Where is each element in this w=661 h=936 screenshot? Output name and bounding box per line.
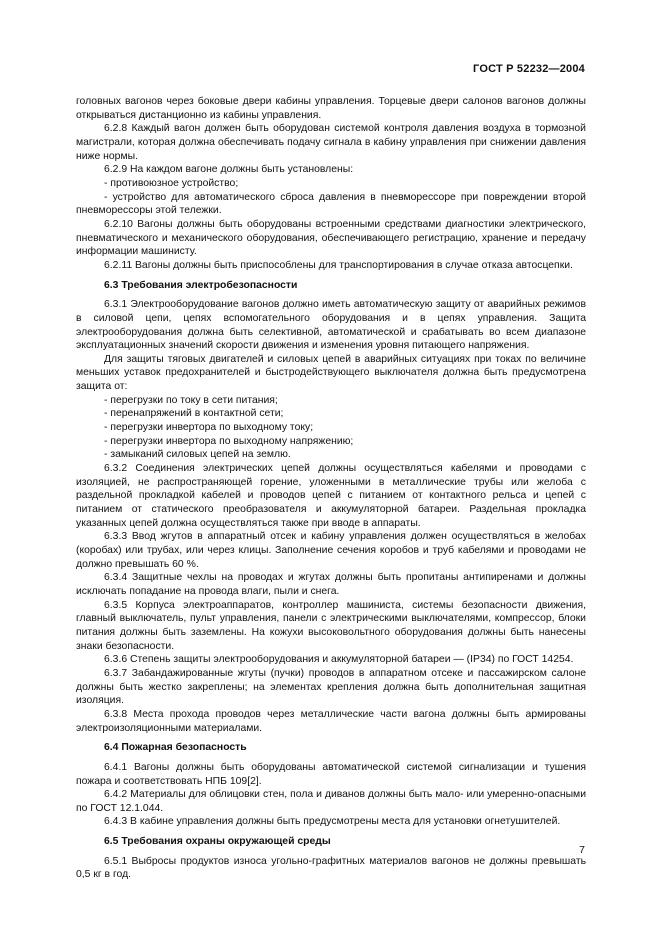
section-heading: 6.4 Пожарная безопасность [104, 742, 247, 754]
paragraph: 6.2.8 Каждый вагон должен быть оборудован системой контроля давления воздуха в тормозной магистрали, которая должна обеспечивать подачу сигнала в кабину управления при снижении давления ниже нормы. [76, 123, 586, 162]
document-body [76, 95, 586, 882]
paragraph: 6.2.9 На каждом вагоне должны быть установлены: [104, 164, 354, 176]
paragraph: 6.2.11 Вагоны должны быть приспособлены для транспортирования в случае отказа автосцепки. [104, 259, 573, 271]
paragraph: - перегрузки по току в сети питания; [104, 394, 278, 406]
paragraph: 6.3.7 Забандажированные жгуты (пучки) проводов в аппаратном отсеке и пассажирском салоне должны быть жестко закреплены; на элементах крепления должна быть дополнительная защитная изоляция. [76, 667, 586, 707]
section-heading: 6.3 Требования электробезопасности [104, 279, 298, 291]
paragraph: Для защиты тяговых двигателей и силовых цепей в аварийных ситуациях при токах по величине меньших уставок предохранителей и быстродействующего выключателя должна быть предусмотрена защита от: [76, 353, 586, 393]
paragraph: 6.3.8 Места прохода проводов через металлические части вагона должны быть армированы электроизоляционными материалами. [76, 708, 586, 734]
document-code: ГОСТ Р 52232—2004 [473, 63, 585, 75]
paragraph: - перегрузки инвертора по выходному напряжению; [104, 435, 354, 447]
paragraph: - перегрузки инвертора по выходному току; [104, 422, 314, 434]
paragraph: 6.3.4 Защитные чехлы на проводах и жгутах должны быть пропитаны антипиренами и должны исключать попадание на провода влаги, пыли и снега. [76, 572, 586, 597]
paragraph: головных вагонов через боковые двери кабины управления. Торцевые двери салонов вагонов должны открываться дистанционно из кабины управления. [76, 96, 586, 121]
page-number: 7 [579, 844, 585, 856]
paragraph: 6.4.2 Материалы для облицовки стен, пола и диванов должны быть мало- или умеренно-опасными по ГОСТ 12.1.044. [76, 789, 586, 814]
paragraph: 6.3.1 Электрооборудование вагонов должно иметь автоматическую защиту от аварийных режимов в силовой цепи, цепях вспомогательного оборудования и в цепях управления. Защита электрооборудования должна быть селективной, автоматической и срабатывать во всем диапазоне эксплуатационных значений скорости движения и изменения уровня питающего напряжения. [76, 299, 586, 352]
paragraph: 6.4.1 Вагоны должны быть оборудованы автоматической системой сигнализации и тушения пожара и соответствовать НПБ 109[2]. [76, 761, 586, 787]
section-heading: 6.5 Требования охраны окружающей среды [104, 836, 331, 848]
paragraph: 6.3.6 Степень защиты электрооборудования и аккумуляторной батареи — (IP34) по ГОСТ 14254. [104, 654, 574, 666]
paragraph: - перенапряжений в контактной сети; [104, 408, 284, 420]
paragraph: 6.4.3 В кабине управления должны быть предусмотрены места для установки огнетушителей. [104, 816, 561, 828]
paragraph: - противоюзное устройство; [104, 177, 239, 189]
paragraph: 6.3.3 Ввод жгутов в аппаратный отсек и кабину управления должен осуществляться в желобах (коробах) или трубах, или через клицы. Заполнение сечения коробов и труб кабелями и проводами не должно превышать 60 %. [76, 531, 586, 570]
paragraph: 6.3.2 Соединения электрических цепей должны осуществляться кабелями и проводами с изоляцией, не распространяющей горение, уложенными в металлические трубы или желоба с раздельной прокладкой кабелей и проводов цепей с питанием от контактного рельса и цепей с питанием от статического преобразователя и аккумуляторной батареи. Раздельная прокладка указанных цепей должна осуществляться также при вводе в аппараты. [76, 463, 586, 529]
paragraph: 6.3.5 Корпуса электроаппаратов, контроллер машиниста, системы безопасности движения, главный выключатель, пульт управления, панели с электрическими выключателями, компрессор, блоки питания должны быть заземлены. На кожухи высоковольтного оборудования должны быть нанесены знаки безопасности. [76, 599, 586, 652]
paragraph: 6.2.10 Вагоны должны быть оборудованы встроенными средствами диагностики электрического, пневматического и механического оборудования, обеспечивающего регистрацию, хранение и передачу информации машинисту. [76, 218, 586, 258]
paragraph: 6.5.1 Выбросы продуктов износа угольно-графитных материалов вагонов не должны превышать 0,5 кг в год. [76, 855, 586, 881]
paragraph: - устройство для автоматического сброса давления в пневморессоре при повреждении второй пневморессоры этой тележки. [76, 191, 586, 217]
paragraph: - замыканий силовых цепей на землю. [104, 449, 291, 461]
